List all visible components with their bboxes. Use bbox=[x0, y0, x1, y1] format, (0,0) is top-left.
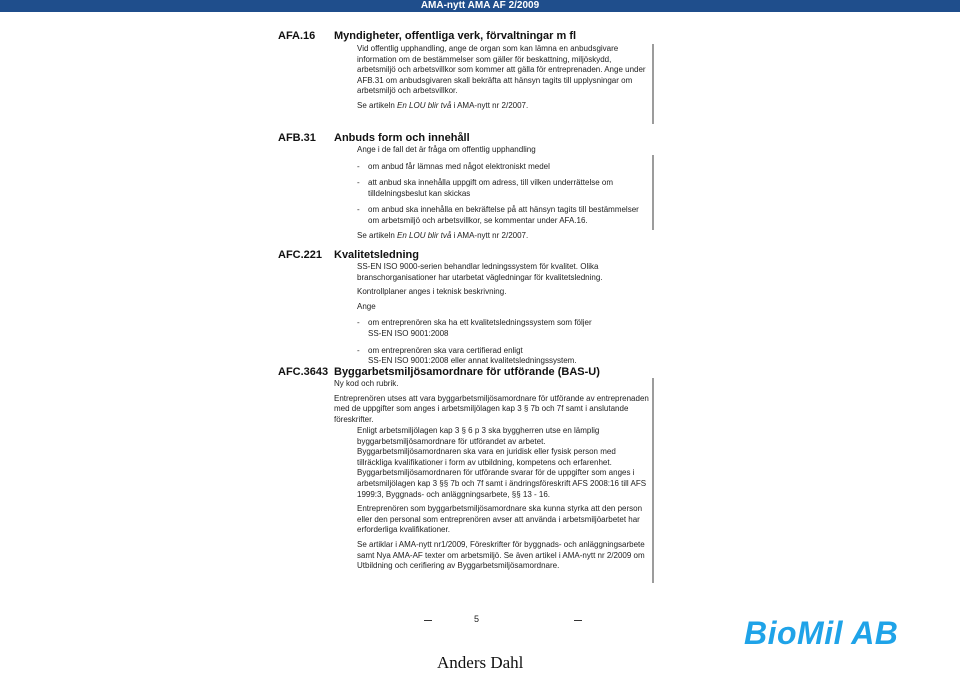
page-number: 5 bbox=[474, 614, 480, 624]
afc3643-paragraph-3: Enligt arbetsmiljölagen kap 3 § 6 p 3 ska byggherren utse en lämplig byggarbetsmiljösamordnare för utförandet av arbetet. Byggarbetsmiljösamordnaren ska vara en juridisk eller fysisk person med tillräckliga kvalifikationer i form av utbildning, kompetens och erfarenhet. Byggarbetsmiljösamordnaren för utförande svarar för de uppgifter som anges i arbetsmiljölagen kap 3 §§ 7b och 7f samt i ändringsföreskrift AFS 2008:16 till AFS 1999:3, Byggnads- och anläggningsarbete, §§ 13 - 16. bbox=[357, 426, 647, 499]
page-rule-left bbox=[424, 620, 432, 621]
afc3643-paragraph: Ny kod och rubrik. bbox=[334, 379, 399, 388]
list-item: - om entreprenören ska vara certifierad enligt SS-EN ISO 9001:2008 eller annat kvalitetsledningssystem. bbox=[357, 346, 647, 367]
afc3643-body bbox=[357, 426, 647, 572]
afc3643-intro bbox=[334, 379, 650, 425]
afb31-body bbox=[357, 145, 647, 241]
afc3643-paragraph-4: Entreprenören som byggarbetsmiljösamordnare ska kunna styrka att den person eller den personal som entreprenören avser att använda i arbetsmiljöarbetet har erforderliga kvalifikationer. bbox=[357, 504, 643, 535]
section-title-afb31: Anbuds form och innehåll bbox=[334, 132, 470, 144]
section-code-afb31: AFB.31 bbox=[278, 132, 316, 144]
change-bar-afc3643 bbox=[652, 378, 654, 583]
afb31-intro: Ange i de fall det är fråga om offentlig upphandling bbox=[357, 145, 536, 154]
list-item: - om anbud får lämnas med något elektroniskt medel bbox=[357, 162, 647, 173]
afc3643-paragraph-5: Se artiklar i AMA-nytt nr1/2009, Föreskrifter för byggnads- och anläggningsarbete samt Nya AMA-AF texter om arbetsmiljö. Se även artikel i AMA-nytt nr 2/2009 om Utbildning och cerifiering av Byggarbetsmiljösamordnare. bbox=[357, 539, 645, 571]
afa16-paragraph: Vid offentlig upphandling, ange de organ som kan lämna en anbudsgivare information om de bestämmelser som gäller för beskattning, miljöskydd, arbetsmiljö och arbetsvillkor som kommer att gälla för entreprenaden. Ange under AFB.31 om anbudsgivaren skall bekräfta att hänsyn tagits till upplysningar om arbetsmiljö och arbetsvillkor. bbox=[357, 44, 646, 96]
section-code-afc3643: AFC.3643 bbox=[278, 366, 329, 378]
section-title-afa16: Myndigheter, offentliga verk, förvaltningar m fl bbox=[334, 30, 577, 42]
author-name: Anders Dahl bbox=[437, 653, 524, 672]
afc221-body bbox=[357, 262, 647, 367]
brand-logo: BioMil AB bbox=[744, 615, 899, 651]
list-item: - att anbud ska innehålla uppgift om adress, till vilken underrättelse om tilldelningsbeslut kan skickas bbox=[357, 178, 647, 199]
section-title-afc3643: Byggarbetsmiljösamordnare för utförande (BAS-U) bbox=[334, 366, 600, 378]
afc221-paragraph: SS-EN ISO 9000-serien behandlar ledningssystem för kvalitet. Olika branschorganisationer har utarbetat vägledningar för kvalitetsledning. bbox=[357, 262, 603, 282]
section-title-afc221: Kvalitetsledning bbox=[334, 249, 419, 261]
afc221-paragraph-2: Kontrollplaner anges i teknisk beskrivning. bbox=[357, 287, 507, 297]
change-bar-afa16 bbox=[652, 44, 654, 124]
afb31-reference: Se artikeln En LOU blir två i AMA-nytt nr 2/2007. bbox=[357, 230, 529, 240]
section-code-afc221: AFC.221 bbox=[278, 249, 323, 261]
change-bar-afb31 bbox=[652, 155, 654, 230]
section-code-afa16: AFA.16 bbox=[278, 30, 316, 42]
list-item: - om anbud ska innehålla en bekräftelse på att hänsyn tagits till bestämmelser om arbetsmiljö och arbetsvillkor, se kommentar under AFA.16. bbox=[357, 205, 647, 226]
list-item: - om entreprenören ska ha ett kvalitetsledningssystem som följer SS-EN ISO 9001:2008 bbox=[357, 318, 647, 339]
afc221-paragraph-3: Ange bbox=[357, 301, 376, 311]
afc3643-paragraph-2: Entreprenören utses att vara byggarbetsmiljösamordnare för utförande av entreprenaden med de uppgifter som anges i arbetsmiljölagen kap 3 § 7b och 7f samt i anslutande föreskrifter. bbox=[334, 393, 649, 424]
afa16-body bbox=[357, 44, 647, 112]
afa16-reference: Se artikeln En LOU blir två i AMA-nytt nr 2/2007. bbox=[357, 100, 529, 110]
page-rule-right bbox=[574, 620, 582, 621]
header-title: AMA-nytt AMA AF 2/2009 bbox=[420, 0, 540, 11]
